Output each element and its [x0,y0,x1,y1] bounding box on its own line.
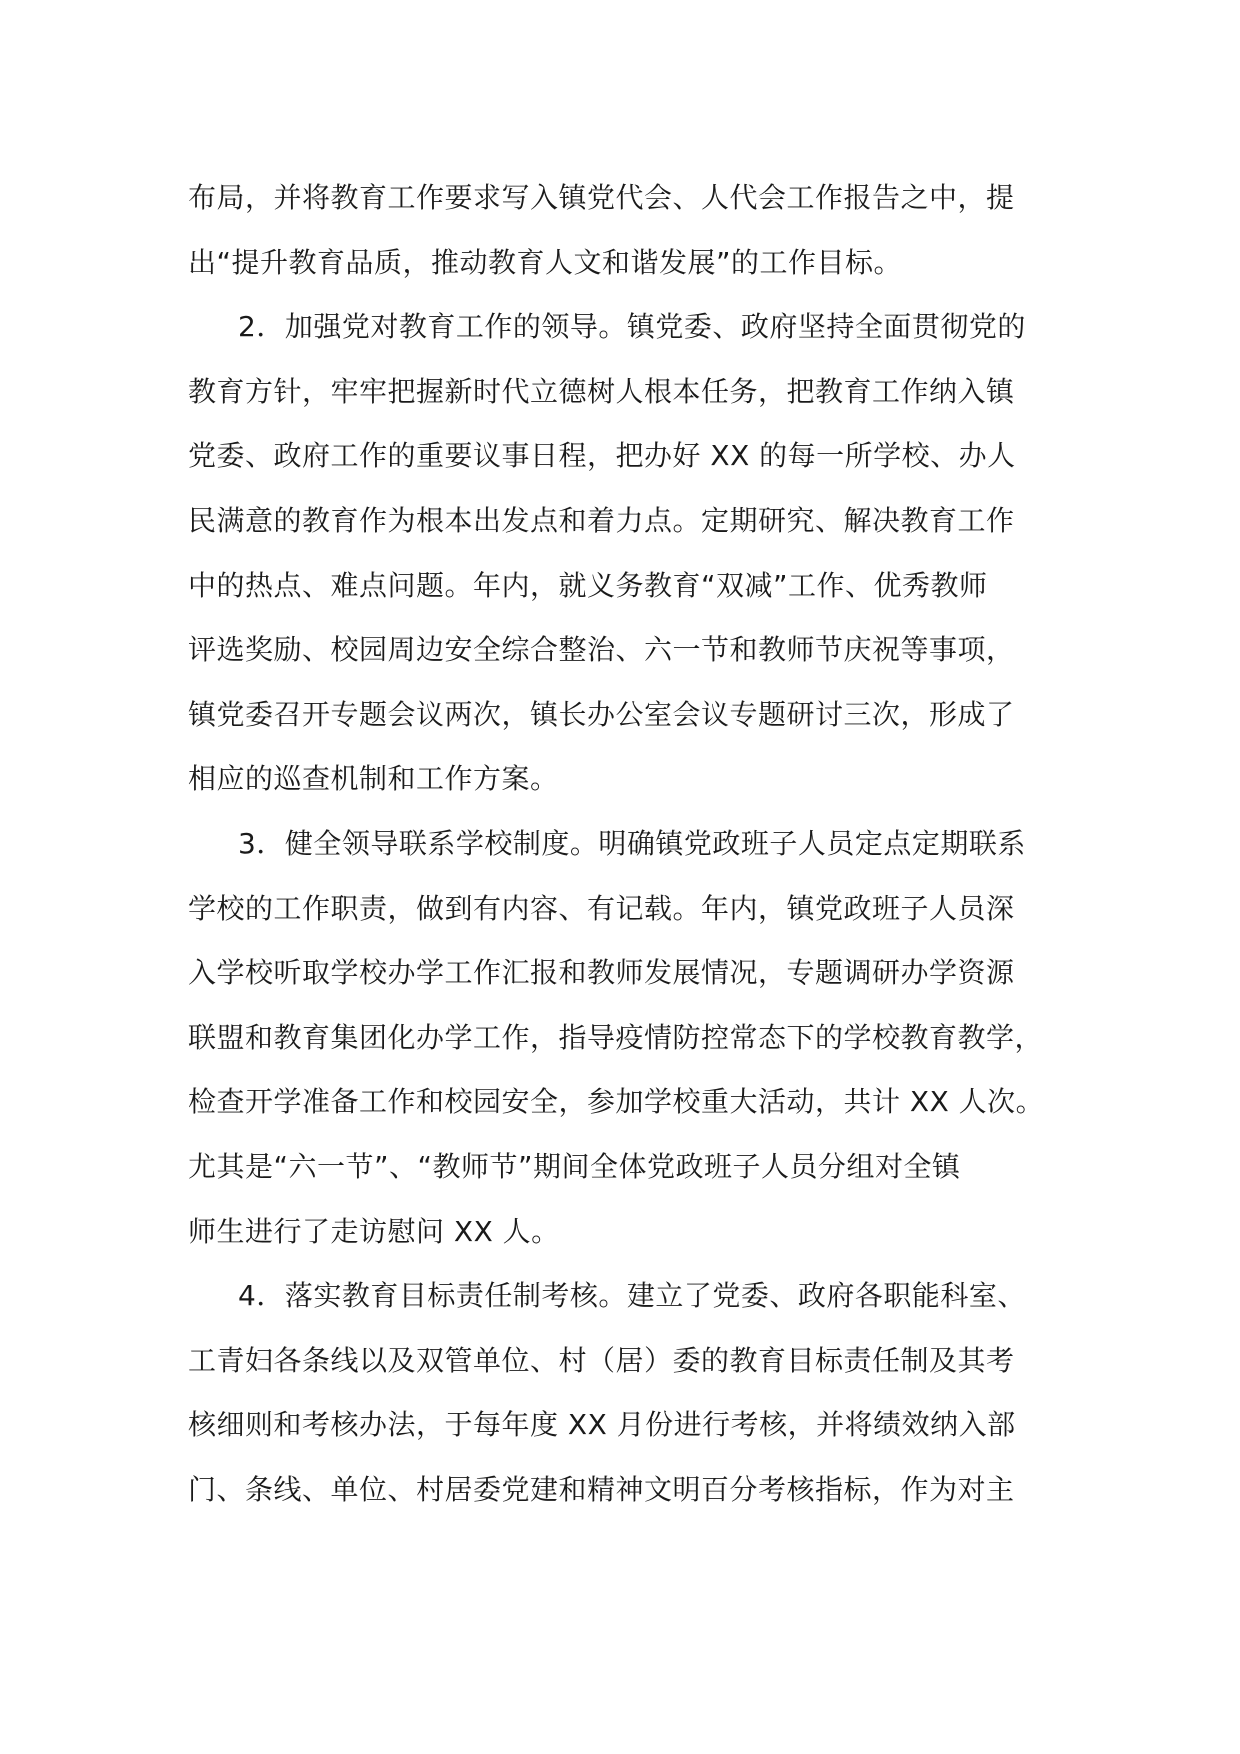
text-line: 民满意的教育作为根本出发点和着力点。定期研究、解决教育工作 [188,503,1015,537]
text-line: 中的热点、难点问题。年内，就义务教育“双减”工作、优秀教师 [188,568,988,602]
text-line: 工青妇各条线以及双管单位、村（居）委的教育目标责任制及其考 [188,1343,1015,1377]
text-line: 核细则和考核办法，于每年度 XX 月份进行考核，并将绩效纳入部 [188,1408,1016,1442]
paragraph-first-line: 2．加强党对教育工作的领导。镇党委、政府坚持全面贯彻党的 [238,310,1026,344]
text-line: 入学校听取学校办学工作汇报和教师发展情况，专题调研办学资源 [188,956,1015,990]
document-body [188,166,1068,1522]
text-line: 学校的工作职责，做到有内容、有记载。年内，镇党政班子人员深 [188,891,1015,925]
text-line: 师生进行了走访慰问 XX 人。 [188,1214,560,1248]
text-line: 布局，并将教育工作要求写入镇党代会、人代会工作报告之中，提 [188,181,1015,214]
text-line: 党委、政府工作的重要议事日程，把办好 XX 的每一所学校、办人 [188,439,1016,473]
text-line: 评选奖励、校园周边安全综合整治、六一节和教师节庆祝等事项， [188,633,1015,667]
text-line: 出“提升教育品质，推动教育人文和谐发展”的工作目标。 [188,245,903,279]
paragraph-first-line: 3．健全领导联系学校制度。明确镇党政班子人员定点定期联系 [238,826,1026,860]
text-line: 镇党委召开专题会议两次，镇长办公室会议专题研讨三次，形成了 [188,697,1015,731]
text-line: 联盟和教育集团化办学工作，指导疫情防控常态下的学校教育教学， [188,1020,1044,1054]
paragraph-first-line: 4．落实教育目标责任制考核。建立了党委、政府各职能科室、 [238,1279,1026,1313]
text-line: 尤其是“六一节”、“教师节”期间全体党政班子人员分组对全镇 [188,1149,961,1183]
text-line: 检查开学准备工作和校园安全，参加学校重大活动，共计 XX 人次。 [188,1085,1045,1119]
text-line: 相应的巡查机制和工作方案。 [188,762,559,796]
text-line: 门、条线、单位、村居委党建和精神文明百分考核指标，作为对主 [188,1472,1015,1506]
text-line: 教育方针，牢牢把握新时代立德树人根本任务，把教育工作纳入镇 [188,374,1015,408]
